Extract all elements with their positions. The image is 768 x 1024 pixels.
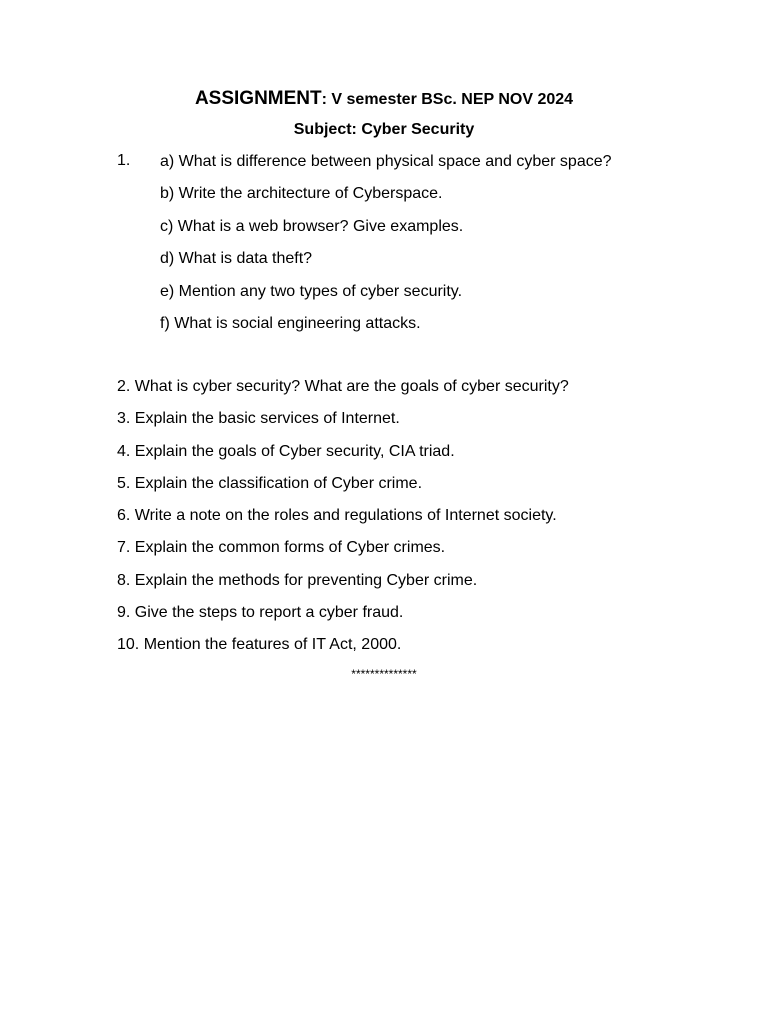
question-item: 2. What is cyber security? What are the goals of cyber security?: [117, 378, 569, 395]
question-1-part: b) Write the architecture of Cyberspace.: [160, 185, 443, 203]
question-1-part: d) What is data theft?: [160, 250, 313, 268]
question-list: [117, 377, 569, 668]
question-item: 8. Explain the methods for preventing Cyber crime.: [117, 571, 478, 589]
question-1-part: c) What is a web browser? Give examples.: [160, 217, 464, 235]
question-item: 7. Explain the common forms of Cyber crimes.: [117, 539, 446, 557]
question-1-number: 1.: [117, 152, 131, 169]
question-item: 3. Explain the basic services of Internet.: [117, 410, 400, 428]
title-details: : V semester BSc. NEP NOV 2024: [321, 91, 574, 108]
question-1-parts: [160, 152, 612, 346]
end-separator: **************: [351, 667, 417, 681]
question-item: 10. Mention the features of IT Act, 2000.: [117, 636, 402, 654]
subject-line: Subject: Cyber Security: [293, 121, 475, 138]
title-assignment: ASSIGNMENT: [194, 88, 322, 109]
question-item: 5. Explain the classification of Cyber crime.: [117, 474, 423, 492]
question-1-part: a) What is difference between physical space and cyber space?: [160, 153, 612, 170]
question-item: 4. Explain the goals of Cyber security, CIA triad.: [117, 442, 455, 460]
question-item: 6. Write a note on the roles and regulations of Internet society.: [117, 507, 557, 525]
question-1-part: e) Mention any two types of cyber security.: [160, 282, 463, 300]
question-item: 9. Give the steps to report a cyber fraud.: [117, 604, 404, 622]
question-1-part: f) What is social engineering attacks.: [160, 314, 421, 332]
document-title: [0, 88, 768, 110]
